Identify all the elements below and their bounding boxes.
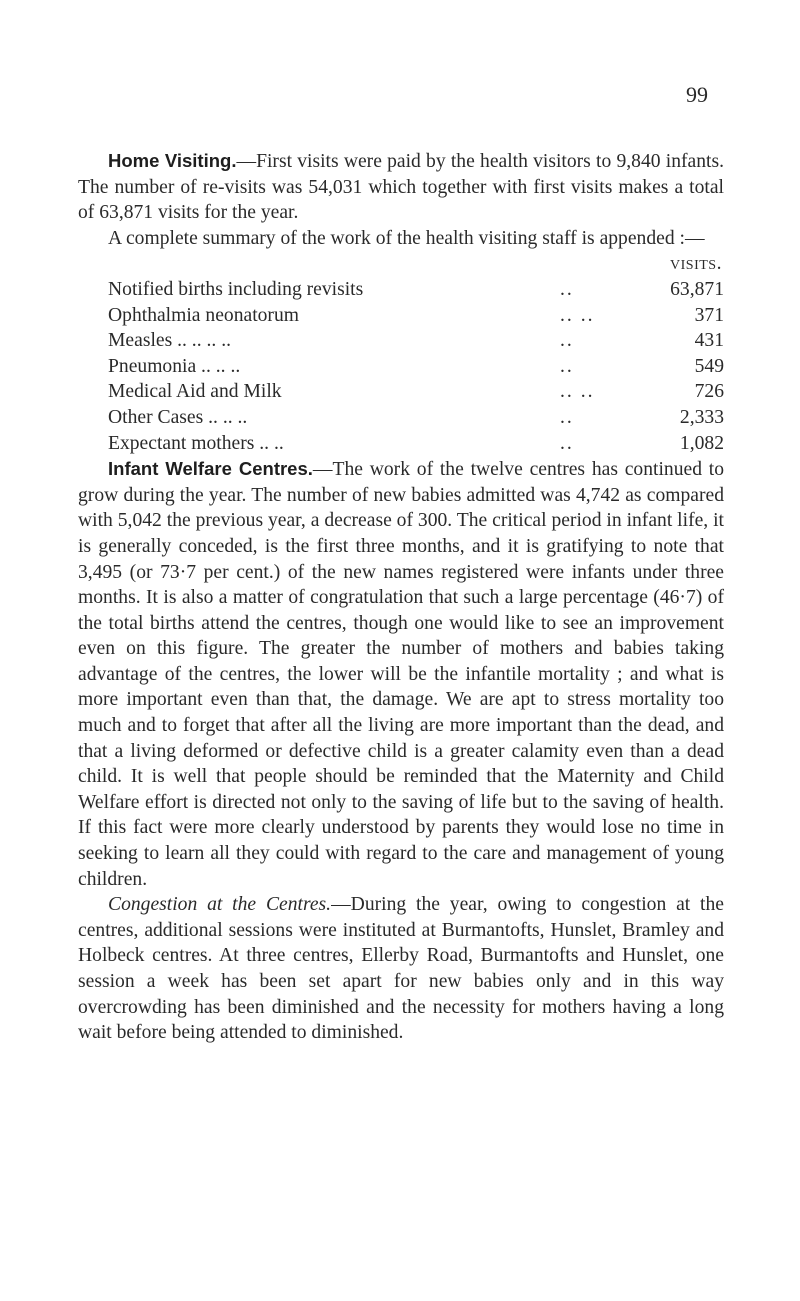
infant-welfare-heading: Infant Welfare Centres.	[108, 458, 313, 480]
summary-row-label: Measles .. .. .. ..	[108, 330, 231, 352]
summary-row-leader: ..	[560, 330, 574, 352]
summary-row	[108, 277, 724, 303]
summary-row	[108, 431, 724, 457]
summary-row-label: Ophthalmia neonatorum	[108, 304, 299, 326]
infant-welfare-text: —The work of the twelve centres has continued to grow during the year. The number of new babies admitted was 4,742 as compared with 5,042 the previous year, a decrease of 300. The critical period in infant life, it is generally conceded, is the first three months, and it is gratifying to note that 3,495 (or 73·7 per cent.) of the new names registered were infants under three months. It is also a matter of congratulation that such a large percentage (46·7) of the total births attend the centres, though one would like to see an improvement even on this figure. The greater the number of mothers and babies taking advantage of the centres, the lower will be the infantile mortality ; and what is more important even than that, the damage. We are apt to stress mortality too much and to forget that after all the living are more important than the dead, and that a living deformed or defective child is a greater calamity even than a dead child. It is well that people should be reminded that the Maternity and Child Welfare effort is directed not only to the saving of life but to the saving of health. If this fact were more clearly understood by parents they would lose no time in seeking to learn all they could with regard to the care and management of young children.	[78, 459, 724, 890]
infant-welfare-paragraph	[78, 456, 724, 892]
summary-row	[108, 328, 724, 354]
page-number: 99	[686, 82, 708, 107]
summary-row-label: Expectant mothers .. ..	[108, 432, 284, 454]
summary-row	[108, 354, 724, 380]
summary-row-value: 2,333	[679, 406, 724, 428]
home-visiting-text: —First visits were paid by the health visitors to 9,840 infants. The number of re-visits was 54,031 which together with first visits makes a total of 63,871 visits for the year.	[78, 151, 725, 224]
summary-row-value: 371	[694, 304, 724, 326]
congestion-text: —During the year, owing to congestion at the centres, additional sessions were instituted at Burmantofts, Hunslet, Bramley and Holbeck centres. At three centres, Ellerby Road, Burmantofts and Hunslet, one session a week has been set apart for new babies only and in this way overcrowding has been diminished and the necessity for mothers having a long wait before being attended to diminished.	[78, 894, 724, 1044]
summary-row-leader: .. ..	[560, 304, 595, 326]
home-visiting-paragraph	[78, 148, 724, 226]
summary-row-label: Notified births including revisits	[108, 278, 364, 300]
summary-row-leader: ..	[560, 406, 574, 428]
summary-row-label: Pneumonia .. .. ..	[108, 355, 241, 377]
summary-row-value: 549	[694, 355, 724, 377]
summary-row-leader: ..	[560, 432, 574, 454]
summary-row	[108, 379, 724, 405]
summary-row-value: 726	[694, 381, 724, 403]
summary-row	[108, 303, 724, 329]
summary-intro: A complete summary of the work of the health visiting staff is appended :—	[108, 227, 705, 249]
summary-row	[108, 405, 724, 431]
summary-row-value: 431	[694, 330, 724, 352]
page-content	[78, 148, 724, 1046]
summary-row-value: 63,871	[670, 278, 724, 300]
summary-column-header: visits.	[670, 253, 722, 275]
congestion-heading: Congestion at the Centres.	[108, 894, 332, 916]
summary-table	[108, 251, 724, 456]
congestion-paragraph	[78, 892, 724, 1046]
summary-row-label: Medical Aid and Milk	[108, 381, 282, 403]
summary-row-label: Other Cases .. .. ..	[108, 406, 248, 428]
home-visiting-heading: Home Visiting.	[108, 150, 237, 171]
summary-row-value: 1,082	[679, 432, 724, 454]
summary-row-leader: ..	[560, 278, 574, 300]
summary-row-leader: .. ..	[560, 381, 595, 403]
summary-row-leader: ..	[560, 355, 574, 377]
